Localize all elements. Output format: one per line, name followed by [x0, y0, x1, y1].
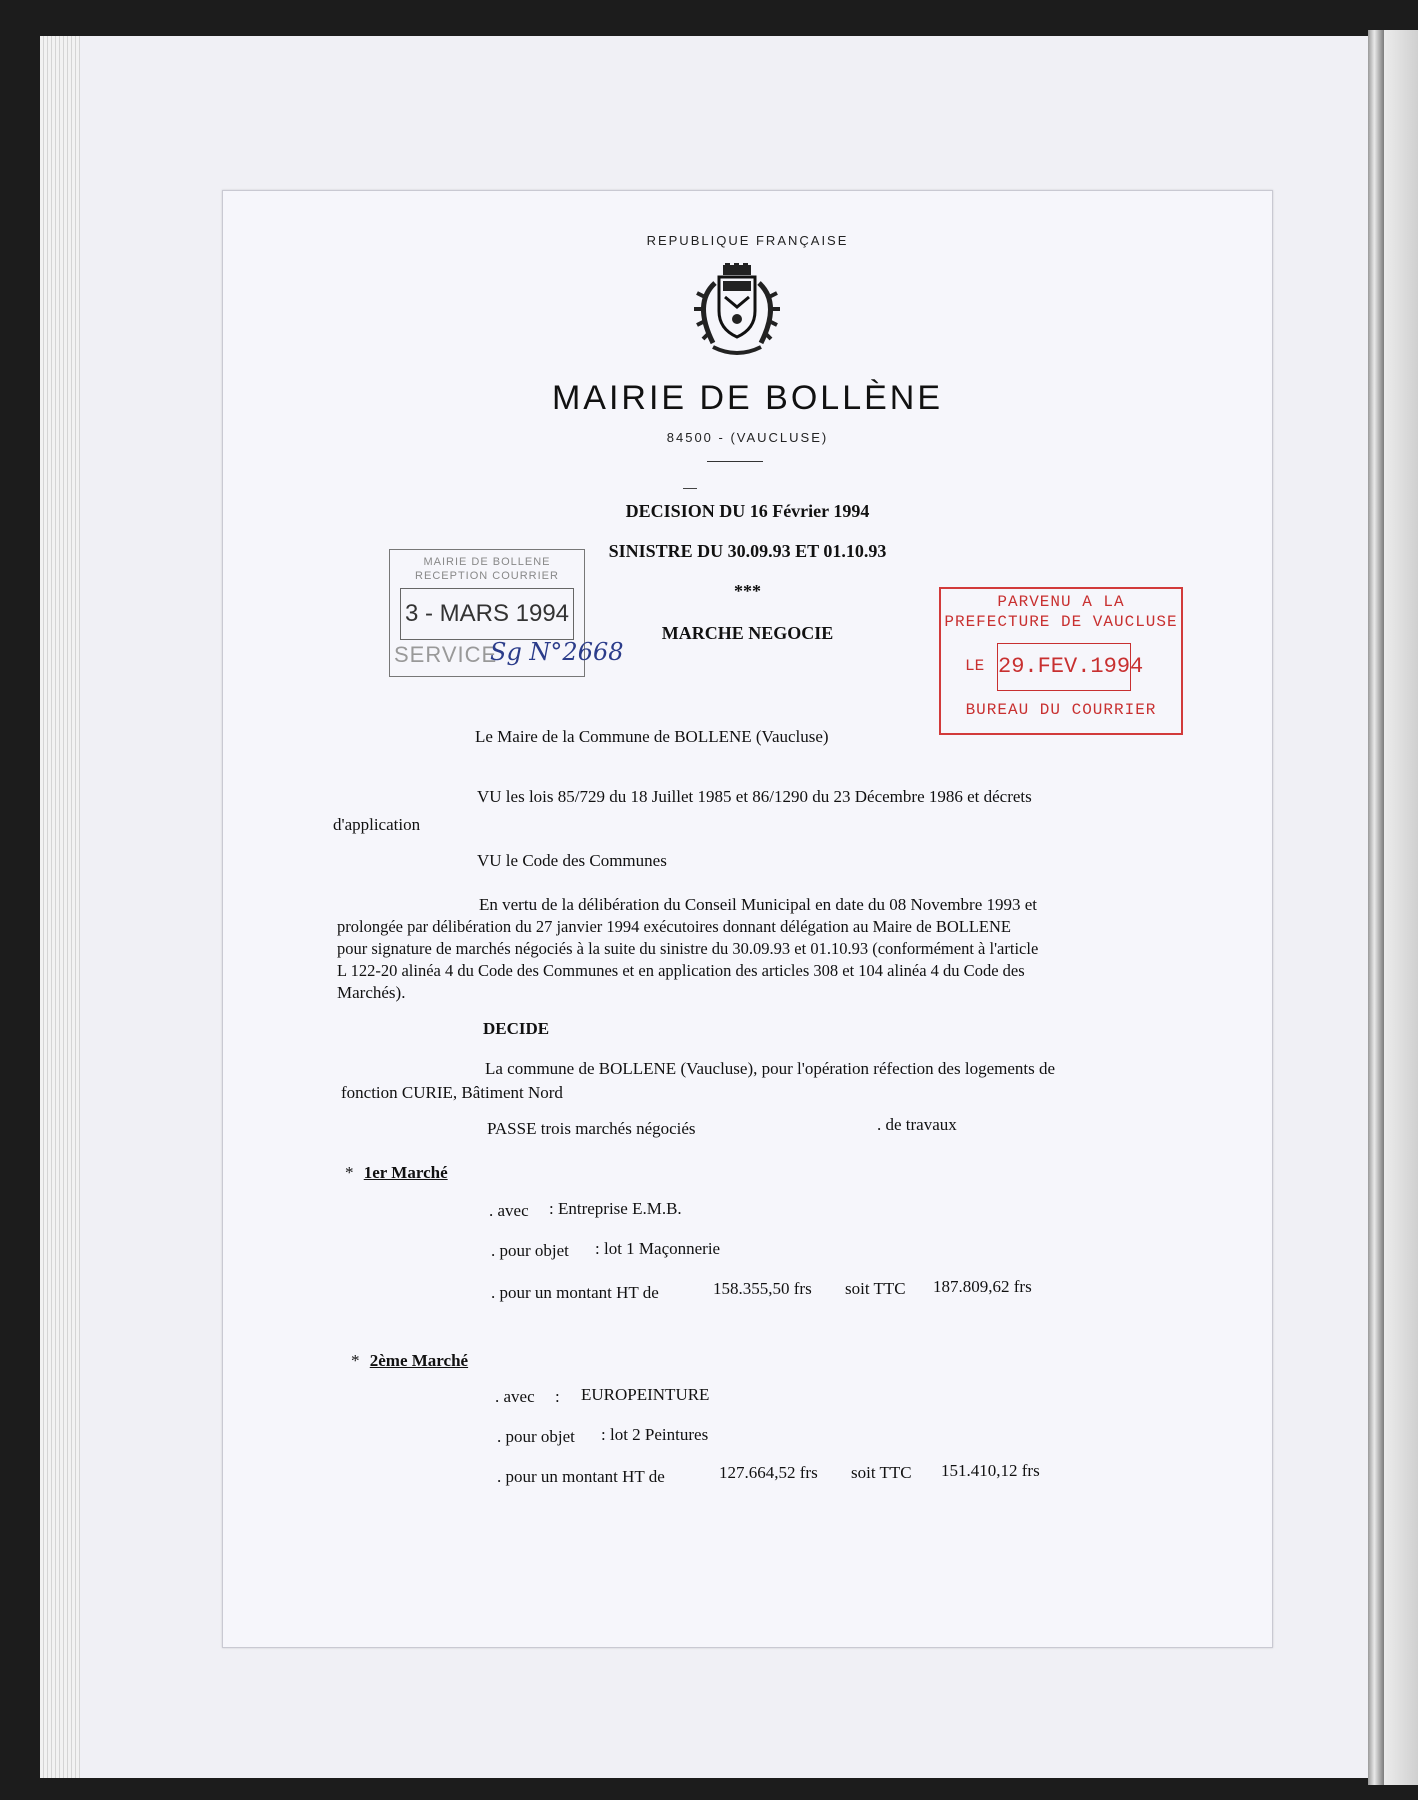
- marche-negocie-heading: MARCHE NEGOCIE: [661, 623, 834, 643]
- reception-stamp: [389, 549, 624, 677]
- decide-heading: DECIDE: [483, 1019, 550, 1038]
- stars-separator: ***: [734, 581, 761, 601]
- decision-document: [222, 190, 1273, 1648]
- marche2-heading: [351, 1351, 468, 1371]
- marche1-objet-value: : lot 1 Maçonnerie: [595, 1239, 721, 1258]
- book-spine: [1368, 30, 1384, 1785]
- marche1-objet-label: . pour objet: [491, 1241, 569, 1260]
- commune-line1: La commune de BOLLENE (Vaucluse), pour l'opération réfection des logements de: [485, 1059, 1056, 1078]
- postal-line: 84500 - (VAUCLUSE): [666, 430, 829, 445]
- marche1-avec-value: : Entreprise E.M.B.: [549, 1199, 682, 1218]
- vu-code-line: VU le Code des Communes: [477, 851, 667, 870]
- mairie-title: MAIRIE DE BOLLÈNE: [551, 379, 944, 417]
- marche1-montant-ttc: 187.809,62 frs: [933, 1277, 1032, 1296]
- marche2-avec-value: EUROPEINTURE: [581, 1385, 710, 1404]
- vertu-line4: L 122-20 alinéa 4 du Code des Communes et en application des articles 308 et 104 alinéa 4 du Code des: [337, 961, 1025, 980]
- facing-page-edge: [1384, 30, 1418, 1785]
- prefecture-stamp-line3: BUREAU DU COURRIER: [965, 701, 1157, 719]
- marche2-soit-ttc: soit TTC: [851, 1463, 912, 1482]
- marche2-avec-sep: :: [555, 1387, 560, 1406]
- marche2-objet-value: : lot 2 Peintures: [601, 1425, 709, 1444]
- vertu-line5: Marchés).: [337, 983, 406, 1002]
- vu-lois-line2: d'application: [333, 815, 421, 834]
- decision-title: DECISION DU 16 Février 1994: [625, 501, 870, 521]
- prefecture-stamp: [939, 587, 1183, 735]
- de-travaux: . de travaux: [877, 1115, 957, 1134]
- marche2-montant-ttc: 151.410,12 frs: [941, 1461, 1040, 1480]
- reception-stamp-service: SERVICE: [394, 642, 498, 667]
- vu-lois-line1: VU les lois 85/729 du 18 Juillet 1985 et 86/1290 du 23 Décembre 1986 et décrets: [477, 787, 1032, 806]
- prefecture-stamp-line2: PREFECTURE DE VAUCLUSE: [944, 613, 1178, 631]
- republique-header: REPUBLIQUE FRANÇAISE: [646, 233, 849, 248]
- marche2-title: 2ème Marché: [369, 1351, 469, 1370]
- coat-of-arms-icon: [683, 263, 791, 359]
- prefecture-stamp-le: LE: [965, 657, 985, 675]
- intro-line: Le Maire de la Commune de BOLLENE (Vaucluse): [475, 727, 829, 746]
- marche1-title: 1er Marché: [363, 1163, 448, 1182]
- marche2-montant-ht: 127.664,52 frs: [719, 1463, 818, 1482]
- commune-line2: fonction CURIE, Bâtiment Nord: [341, 1083, 563, 1102]
- marche1-montant-ht: 158.355,50 frs: [713, 1279, 812, 1298]
- vertu-line3: pour signature de marchés négociés à la suite du sinistre du 30.09.93 et 01.10.93 (conformément à l'article: [337, 939, 1039, 958]
- divider-rule: [707, 461, 763, 462]
- sinistre-line: SINISTRE DU 30.09.93 ET 01.10.93: [608, 541, 887, 561]
- marche1-heading: [345, 1163, 448, 1183]
- marche1-avec-label: . avec: [489, 1201, 529, 1220]
- reception-stamp-line2: RECEPTION COURRIER: [415, 570, 559, 582]
- vertu-line2: prolongée par délibération du 27 janvier 1994 exécutoires donnant délégation au Maire de BOLLENE: [337, 917, 1011, 936]
- marche1-soit-ttc: soit TTC: [845, 1279, 906, 1298]
- handwritten-number: Sg N°2668: [490, 638, 624, 666]
- divider-mark: [683, 488, 697, 489]
- prefecture-stamp-line1: PARVENU A LA: [997, 593, 1125, 611]
- marche2-avec-label: . avec: [495, 1387, 535, 1406]
- marche2-montant-label: . pour un montant HT de: [497, 1467, 665, 1486]
- marche2-star: *: [351, 1351, 360, 1370]
- reception-stamp-date: 3 - MARS 1994: [400, 588, 574, 640]
- marche1-montant-label: . pour un montant HT de: [491, 1283, 659, 1302]
- marche1-star: *: [345, 1163, 354, 1182]
- passe-line: PASSE trois marchés négociés: [487, 1119, 696, 1138]
- marche2-objet-label: . pour objet: [497, 1427, 575, 1446]
- prefecture-stamp-date: 29.FEV.1994: [997, 643, 1131, 691]
- vertu-line1: En vertu de la délibération du Conseil Municipal en date du 08 Novembre 1993 et: [479, 895, 1038, 914]
- reception-stamp-line1: MAIRIE DE BOLLENE: [423, 556, 551, 568]
